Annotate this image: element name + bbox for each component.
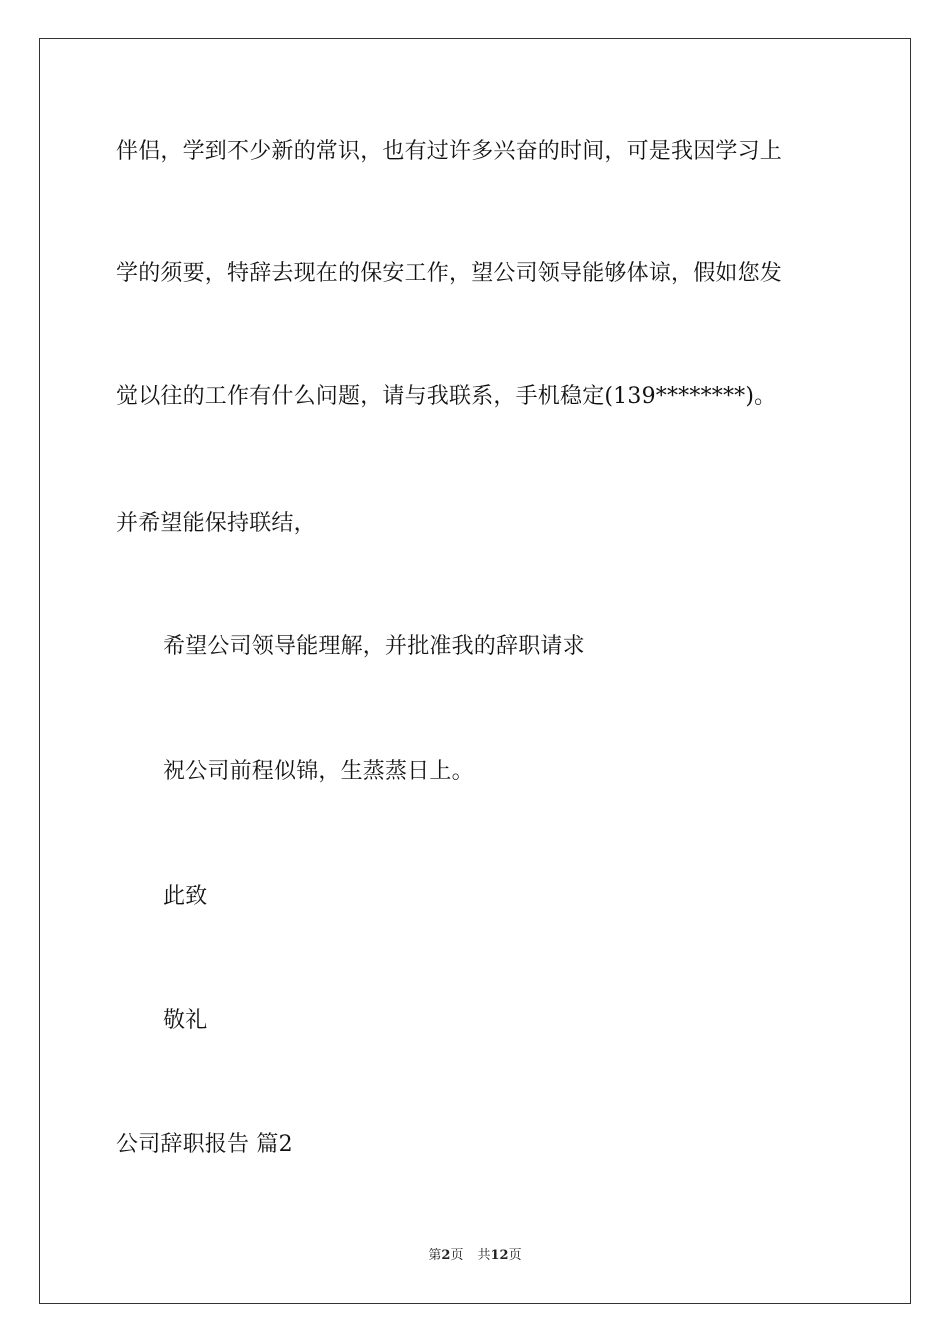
body-paragraph-line: 伴侣，学到不少新的常识，也有过许多兴奋的时间，可是我因学习上 (116, 139, 783, 164)
body-paragraph-line: 觉以往的工作有什么问题，请与我联系，手机稳定(139********)。 (116, 384, 777, 409)
wish-line: 祝公司前程似锦，生蒸蒸日上。 (163, 759, 474, 784)
page-suffix: 页 (450, 1248, 464, 1263)
total-pages: 12 (490, 1248, 509, 1263)
request-line: 希望公司领导能理解，并批准我的辞职请求 (163, 634, 585, 659)
section-heading: 公司辞职报告 篇2 (116, 1132, 293, 1157)
page-border (39, 38, 911, 1304)
page-prefix: 第 (428, 1248, 442, 1263)
closing-salutation: 此致 (163, 884, 208, 909)
page-footer (0, 1247, 950, 1265)
closing-regards: 敬礼 (163, 1008, 208, 1033)
total-suffix: 页 (508, 1248, 522, 1263)
page-number: 2 (441, 1248, 451, 1263)
body-paragraph-line: 学的须要，特辞去现在的保安工作，望公司领导能够体谅，假如您发 (116, 261, 783, 286)
body-paragraph-line: 并希望能保持联结， (116, 511, 316, 536)
total-prefix: 共 (477, 1248, 491, 1263)
